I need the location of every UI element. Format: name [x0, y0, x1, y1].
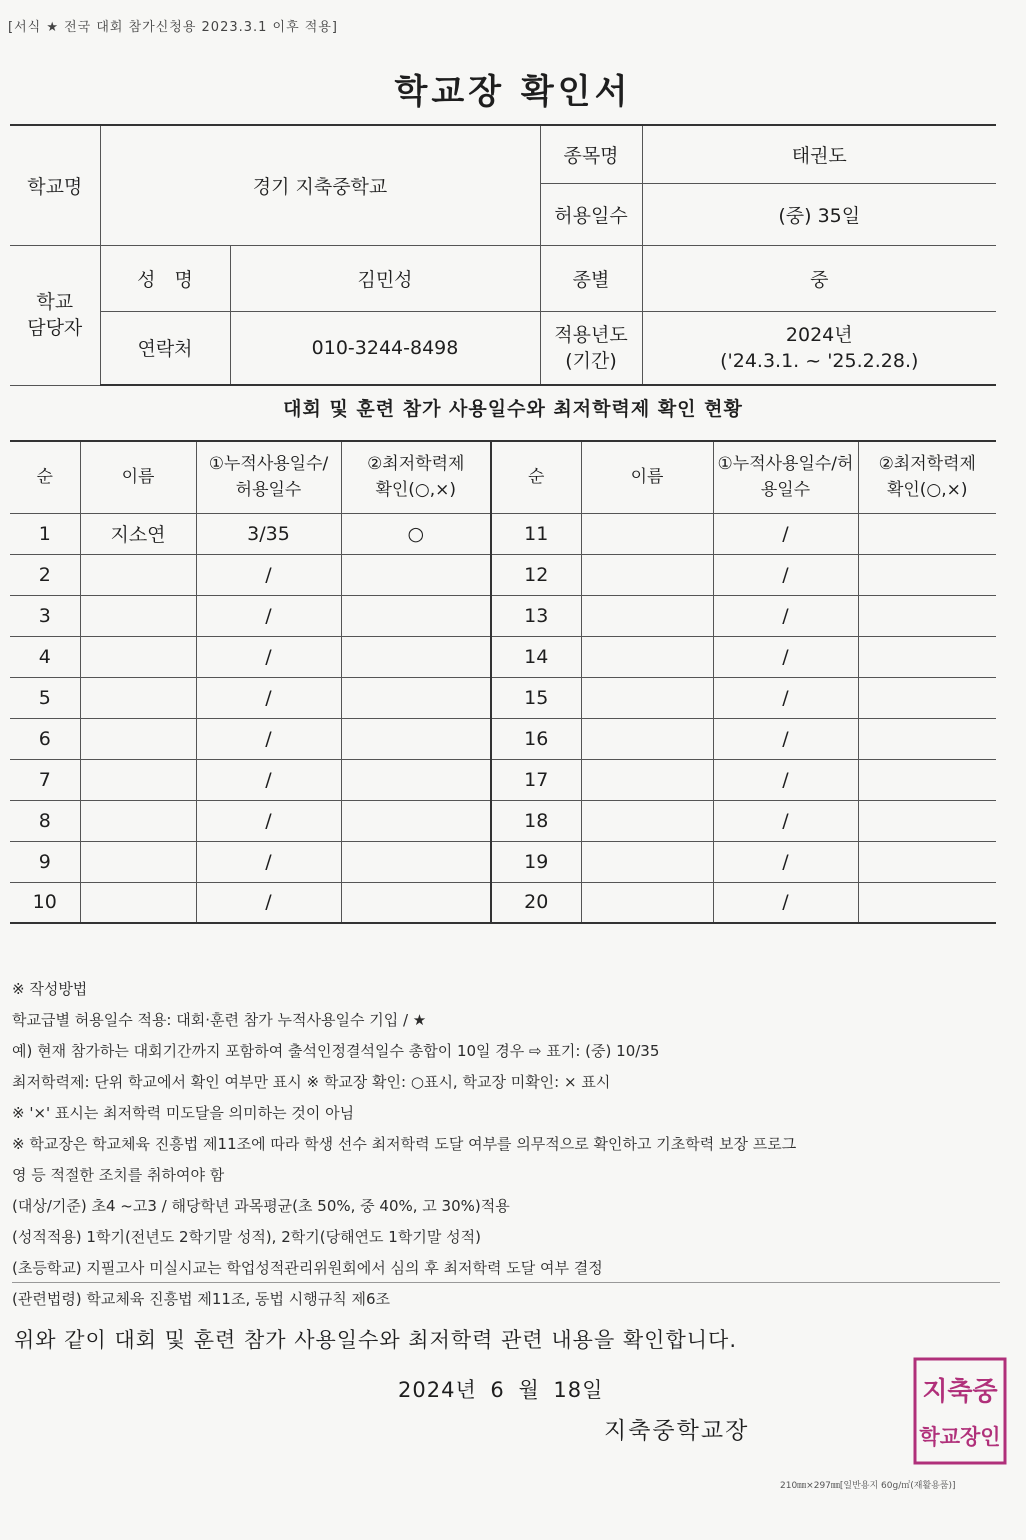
status-header-row [10, 441, 996, 513]
row-name [80, 595, 196, 636]
row-check [341, 718, 491, 759]
row-check [341, 636, 491, 677]
header-days: ①누적사용일수/ 허용일수 [196, 441, 341, 513]
row-no: 2 [10, 554, 80, 595]
category-label: 종별 [540, 245, 642, 311]
principal-signature: 지축중학교장 [604, 1418, 750, 1444]
row-check-right [858, 513, 996, 554]
row-check [341, 554, 491, 595]
note-line: (대상/기준) 초4 ~고3 / 해당학년 과목평균(초 50%, 중 40%, 고 30%)적용 [12, 1197, 510, 1215]
table-row [10, 841, 996, 882]
row-days: / [196, 636, 341, 677]
row-days: / [196, 554, 341, 595]
header-check-right: ②최저학력제 확인(○,×) [858, 441, 996, 513]
manager-label: 학교 담당자 [10, 245, 100, 385]
row-days: / [196, 841, 341, 882]
row-no-right: 19 [491, 841, 581, 882]
issue-date: 2024년 6 월 18일 [398, 1378, 604, 1402]
contact-label: 연락처 [100, 311, 230, 385]
note-line: ※ '×' 표시는 최저학력 미도달을 의미하는 것이 아님 [12, 1104, 355, 1122]
row-name-right [581, 677, 713, 718]
category-value: 중 [642, 245, 996, 311]
event-label: 종목명 [540, 125, 642, 183]
table-row [10, 513, 996, 554]
row-days: / [196, 718, 341, 759]
row-days-right: / [713, 759, 858, 800]
row-name-right [581, 800, 713, 841]
note-line: 예) 현재 참가하는 대회기간까지 포함하여 출석인정결석일수 총합이 10일 경우 ⇨ 표기: (중) 10/35 [12, 1042, 660, 1060]
row-check-right [858, 800, 996, 841]
row-no: 6 [10, 718, 80, 759]
row-days-right: / [713, 841, 858, 882]
allowed-days-label: 허용일수 [540, 183, 642, 245]
row-no: 7 [10, 759, 80, 800]
header-check: ②최저학력제 확인(○,×) [341, 441, 491, 513]
header-name: 이름 [80, 441, 196, 513]
contact-value: 010-3244-8498 [230, 311, 540, 385]
row-no-right: 16 [491, 718, 581, 759]
row-name [80, 677, 196, 718]
row-name-right [581, 513, 713, 554]
row-days: / [196, 759, 341, 800]
row-check-right [858, 759, 996, 800]
row-name-right [581, 759, 713, 800]
row-days-right: / [713, 595, 858, 636]
row-check [341, 882, 491, 923]
table-row [10, 595, 996, 636]
row-check [341, 759, 491, 800]
row-no: 5 [10, 677, 80, 718]
school-info-table [10, 124, 996, 386]
row-name: 지소연 [80, 513, 196, 554]
year-label: 적용년도 (기간) [540, 311, 642, 385]
event-value: 태권도 [642, 125, 996, 183]
header-name-right: 이름 [581, 441, 713, 513]
row-days-right: / [713, 882, 858, 923]
manager-name-value: 김민성 [230, 245, 540, 311]
row-days-right: / [713, 718, 858, 759]
instructions [12, 974, 1017, 1315]
row-name-right [581, 595, 713, 636]
row-no: 10 [10, 882, 80, 923]
seal-text-bottom: 학교장인 [919, 1425, 1001, 1449]
row-name [80, 759, 196, 800]
note-line: (초등학교) 지필고사 미실시교는 학업성적관리위원회에서 심의 후 최저학력 도달 여부 결정 [12, 1259, 603, 1277]
table-row [10, 882, 996, 923]
row-name [80, 882, 196, 923]
note-line: 최저학력제: 단위 학교에서 확인 여부만 표시 ※ 학교장 확인: ○표시, 학교장 미확인: × 표시 [12, 1073, 611, 1091]
seal-text-top: 지축중 [922, 1377, 998, 1407]
table-row [10, 636, 996, 677]
table-row [10, 759, 996, 800]
table-row [10, 718, 996, 759]
confirmation-statement: 위와 같이 대회 및 훈련 참가 사용일수와 최저학력 관련 내용을 확인합니다. [14, 1328, 738, 1352]
school-name-label: 학교명 [10, 125, 100, 245]
row-check [341, 841, 491, 882]
row-name [80, 636, 196, 677]
manager-name-label: 성 명 [100, 245, 230, 311]
row-days: / [196, 882, 341, 923]
row-days-right: / [713, 677, 858, 718]
row-name [80, 718, 196, 759]
row-days: 3/35 [196, 513, 341, 554]
row-check-right [858, 554, 996, 595]
row-check-right [858, 636, 996, 677]
row-no-right: 12 [491, 554, 581, 595]
note-line: ※ 학교장은 학교체육 진흥법 제11조에 따라 학생 선수 최저학력 도달 여부를 의무적으로 확인하고 기초학력 보장 프로그 [12, 1135, 797, 1153]
row-no: 9 [10, 841, 80, 882]
row-check: ○ [341, 513, 491, 554]
row-check-right [858, 841, 996, 882]
row-days: / [196, 800, 341, 841]
note-line: (성적적용) 1학기(전년도 2학기말 성적), 2학기(당해연도 1학기말 성적) [12, 1228, 481, 1246]
row-check-right [858, 595, 996, 636]
row-no: 1 [10, 513, 80, 554]
row-name-right [581, 841, 713, 882]
row-days-right: / [713, 554, 858, 595]
row-no-right: 17 [491, 759, 581, 800]
note-line: (관련법령) 학교체육 진흥법 제11조, 동법 시행규칙 제6조 [12, 1290, 391, 1308]
row-days-right: / [713, 800, 858, 841]
row-name-right [581, 636, 713, 677]
school-seal-stamp [912, 1356, 1008, 1466]
year-value: 2024년 ('24.3.1. ~ '25.2.28.) [642, 311, 996, 385]
note-line: 영 등 적절한 조치를 취하여야 함 [12, 1166, 225, 1184]
row-days: / [196, 595, 341, 636]
row-no-right: 15 [491, 677, 581, 718]
row-name [80, 841, 196, 882]
row-name-right [581, 554, 713, 595]
row-check [341, 677, 491, 718]
table-row [10, 677, 996, 718]
row-name-right [581, 882, 713, 923]
note-line: ※ 작성방법 [12, 980, 88, 998]
table-row [10, 554, 996, 595]
row-no: 3 [10, 595, 80, 636]
allowed-days-value: (중) 35일 [642, 183, 996, 245]
document-title: 학교장 확인서 [394, 72, 632, 112]
row-no: 4 [10, 636, 80, 677]
note-line: 학교급별 허용일수 적용: 대회·훈련 참가 누적사용일수 기입 / ★ [12, 1011, 427, 1029]
paper-spec: 210㎜×297㎜[일반용지 60g/㎡(재활용품)] [780, 1481, 956, 1491]
row-no-right: 13 [491, 595, 581, 636]
row-check-right [858, 882, 996, 923]
row-check [341, 800, 491, 841]
row-no-right: 14 [491, 636, 581, 677]
row-no: 8 [10, 800, 80, 841]
row-days-right: / [713, 513, 858, 554]
school-name-value: 경기 지축중학교 [100, 125, 540, 245]
row-no-right: 18 [491, 800, 581, 841]
header-days-right: ①누적사용일수/허 용일수 [713, 441, 858, 513]
divider [12, 1282, 1000, 1283]
status-table [10, 440, 996, 924]
row-check [341, 595, 491, 636]
row-name [80, 554, 196, 595]
table-row [10, 800, 996, 841]
row-days: / [196, 677, 341, 718]
row-name-right [581, 718, 713, 759]
header-no-right: 순 [491, 441, 581, 513]
row-no-right: 11 [491, 513, 581, 554]
row-no-right: 20 [491, 882, 581, 923]
row-days-right: / [713, 636, 858, 677]
status-subtitle: 대회 및 훈련 참가 사용일수와 최저학력제 확인 현황 [283, 398, 743, 420]
row-check-right [858, 718, 996, 759]
header-no: 순 [10, 441, 80, 513]
form-note: [서식 ★ 전국 대회 참가신청용 2023.3.1 이후 적용] [8, 20, 338, 35]
row-name [80, 800, 196, 841]
row-check-right [858, 677, 996, 718]
